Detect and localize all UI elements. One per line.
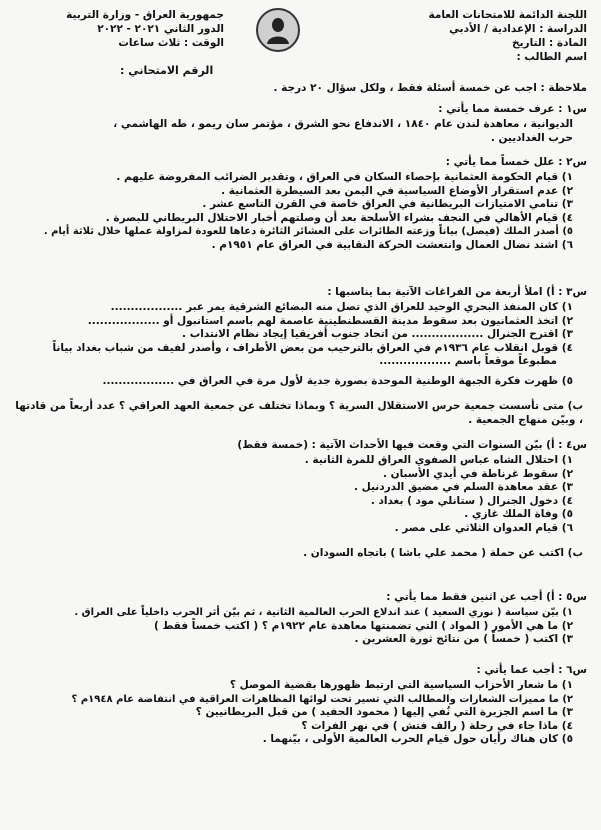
- header-left-block: [34, 8, 224, 50]
- header-right-block: [367, 8, 587, 64]
- question-6-line: ٤) ماذا جاء في رحلة ( رالف فتش ) في نهر الفرات ؟: [301, 719, 573, 732]
- question-5-line: ٣) اكتب ( خمساً ) من نتائج ثورة العشرين .: [354, 633, 573, 646]
- question-3-title: س٣ : أ) املأ أربعة من الفراغات الآتية بما يناسبها :: [327, 286, 587, 298]
- question-4-title: س٤ : أ) بيّن السنوات التي وقعت فيها الأحداث الآتية : (خمسة فقط): [237, 439, 587, 451]
- exam-duration: الوقت : ثلاث ساعات: [118, 37, 224, 49]
- question-4-line: ٤) دخول الجنرال ( ستانلي مود ) بغداد .: [370, 494, 573, 507]
- question-1-title: س١ : عرف خمسة مما يأتي :: [438, 103, 587, 115]
- exam-number-label: الرقم الامتحاني :: [120, 64, 214, 77]
- question-1-line: حرب الغداديين .: [490, 131, 573, 144]
- question-5: [12, 590, 587, 647]
- question-6-line: ٣) ما اسم الجزيرة التي نُفي إليها ( محمود الحفيد ) من قبل البريطانيين ؟: [195, 706, 573, 719]
- question-2-line: ١) قيام الحكومة العثمانية بإحصاء السكان في العراق ، وتقدير الضرائب المفروضة عليهم .: [116, 171, 573, 183]
- question-5-line: ١) بيّن سياسة ( نوري السعيد ) عند اندلاع الحرب العالمية الثانية ، ثم بيّن أثر الحرب داخلياً على العراق .: [74, 607, 573, 618]
- question-3-line: ٤) قوبل انقلاب عام ١٩٣٦م في العراق بالترحيب من بعض الأطراف ، وأصدر لفيف من شباب بغداد بياناً: [52, 341, 573, 354]
- question-2-line: ٤) قيام الأهالي في النجف بشراء الأسلحة بعد أن وصلتهم أخبار الاحتلال البريطاني للبصرة .: [105, 211, 573, 224]
- question-3-line: ١) كان المنفذ البحري الوحيد للعراق الذي تصل منه البضائع الشرقية يمر عبر ..................: [110, 301, 573, 313]
- question-1-line: الديوانية ، معاهدة لندن عام ١٨٤٠ ، الاندفاع نحو الشرق ، مؤتمر سان ريمو ، طه الهاشمي ،: [113, 118, 573, 130]
- emblem-portrait-icon: [264, 15, 292, 45]
- question-3-part-b: ب) متى تأسست جمعية حرس الاستقلال السرية ؟ وبماذا تختلف عن جمعية العهد العراقي ؟ عدد أربعاً من قادتها ، وبيّن منهاج الجمعية .: [15, 399, 583, 426]
- question-4-part-b: ب) اكتب عن حملة ( محمد علي باشا ) باتجاه السودان .: [303, 546, 583, 559]
- question-4-line: ٦) قيام العدوان الثلاثي على مصر .: [394, 521, 573, 534]
- question-2-line: ٣) تنامي الامتيازات البريطانية في العراق خاصة في القرن التاسع عشر .: [202, 198, 573, 211]
- question-3: [12, 285, 587, 427]
- question-3-line: ٥) ظهرت فكرة الجبهة الوطنية الموحدة بصورة جدية لأول مرة في العراق في ..................: [102, 374, 573, 387]
- question-4: [12, 438, 587, 560]
- question-2-line: ٦) اشتد نضال العمال وانتعشت الحركة النقابية في العراق عام ١٩٥١م .: [211, 238, 573, 251]
- question-2-line: ٥) أصدر الملك (فيصل) بياناً وزعته الطائرات على العشائر الثائرة دعاها للعودة لمزاولة عملها خلال ثلاثة أيام .: [43, 226, 573, 238]
- ministry-name: جمهورية العراق - وزارة التربية: [66, 9, 224, 21]
- question-6-line: ١) ما شعار الأحزاب السياسية التي ارتبط ظهورها بقضية الموصل ؟: [229, 679, 573, 691]
- question-1: [12, 102, 587, 145]
- question-6: [12, 663, 587, 747]
- question-4-line: ٢) سقوط غرناطة في أيدي الأسبان .: [382, 467, 573, 480]
- question-2: [12, 155, 587, 253]
- question-3-line: ٣) اقترح الجنرال .................. من اتحاد جنوب أفريقيا إيجاد نظام الانتداب .: [182, 328, 573, 341]
- question-2-title: س٢ : علل خمساً مما يأتي :: [445, 156, 587, 168]
- question-4-line: ٥) وفاة الملك غازي .: [464, 508, 573, 521]
- subject-name: المادة : التاريخ: [512, 37, 587, 49]
- question-6-line: ٥) كان هناك رأيان حول قيام الحرب العالمية الأولى ، بيّنهما .: [262, 733, 573, 746]
- exam-round: الدور الثاني ٢٠٢١ - ٢٠٢٢: [97, 23, 224, 35]
- study-branch: الدراسة : الإعدادية / الأدبي: [449, 23, 587, 35]
- question-6-title: س٦ : أجب عما يأتي :: [476, 664, 587, 676]
- question-4-line: ١) احتلال الشاه عباس الصفوي العراق للمرة الثانية .: [304, 454, 573, 466]
- question-3-line: مطبوعاً موقعاً باسم ..................: [379, 355, 557, 368]
- question-6-line: ٢) ما مميزات الشعارات والمطالب التي تسير تحت لوائها المظاهرات العراقية في انتفاضة عام ١٩٤٨م ؟: [71, 693, 573, 705]
- question-4-line: ٣) عقد معاهدة السلم في مضيق الدردنيل .: [354, 481, 573, 494]
- exam-note: ملاحظة : اجب عن خمسة أسئلة فقط ، ولكل سؤال ٢٠ درجة .: [273, 82, 587, 94]
- committee-name: اللجنة الدائمة للامتحانات العامة: [428, 9, 587, 21]
- question-5-line: ٢) ما هي الأمور ( المواد ) التي تضمنتها معاهدة عام ١٩٢٢م ؟ ( اكتب خمساً فقط ): [153, 619, 573, 632]
- ministry-emblem-icon: [256, 8, 300, 52]
- question-5-title: س٥ : أ) أجب عن اثنين فقط مما يأتي :: [386, 591, 587, 603]
- question-2-line: ٢) عدم استقرار الأوضاع السياسية في اليمن بعد السيطرة العثمانية .: [221, 184, 573, 197]
- question-3-line: ٢) اتخذ العثمانيون بعد سقوط مدينة القسطنطينية عاصمة لهم باسم استانبول أو ..................: [87, 314, 573, 327]
- student-name-label: اسم الطالب :: [516, 51, 587, 63]
